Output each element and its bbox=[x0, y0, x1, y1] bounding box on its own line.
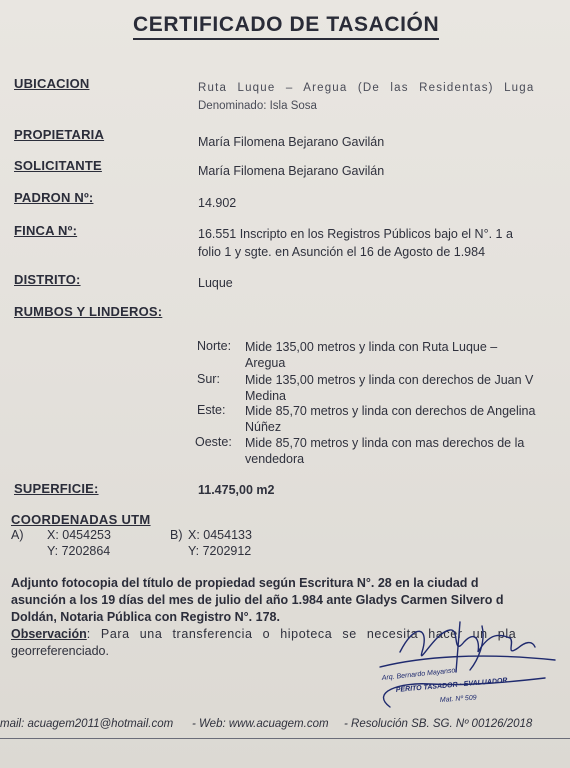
svg-text:Arq. Bernardo Mayansol: Arq. Bernardo Mayansol bbox=[381, 667, 458, 682]
document-title: CERTIFICADO DE TASACIÓN bbox=[133, 12, 439, 40]
ubicacion-value-line2: Denominado: Isla Sosa bbox=[198, 100, 317, 112]
padron-label: PADRON Nº: bbox=[14, 190, 94, 205]
superficie-value: 11.475,00 m2 bbox=[198, 483, 275, 497]
signature-stamp bbox=[360, 612, 570, 722]
observacion-label: Observación bbox=[11, 627, 87, 641]
lindero-oeste-dir: Oeste: bbox=[195, 435, 232, 449]
observacion-text2: georreferenciado. bbox=[11, 644, 109, 658]
footer-resolucion: - Resolución SB. SG. Nº 00126/2018 bbox=[344, 718, 533, 730]
superficie-label: SUPERFICIE: bbox=[14, 481, 99, 496]
distrito-value: Luque bbox=[198, 276, 233, 290]
coordenadas-heading: COORDENADAS UTM bbox=[11, 512, 151, 527]
coord-a-y: Y: 7202864 bbox=[47, 544, 111, 558]
svg-text:PERITO TASADOR · EVALUADOR: PERITO TASADOR · EVALUADOR bbox=[395, 677, 508, 694]
lindero-este-dir: Este: bbox=[197, 403, 226, 417]
solicitante-label: SOLICITANTE bbox=[14, 158, 102, 173]
adjunto-line2: asunción a los 19 días del mes de julio del año 1.984 ante Gladys Carmen Silvero d bbox=[11, 593, 504, 607]
ubicacion-value-line1: Ruta Luque – Aregua (De las Residentas) Luga bbox=[198, 82, 535, 94]
footer-email: mail: acuagem2011@hotmail.com bbox=[0, 718, 174, 730]
solicitante-value: María Filomena Bejarano Gavilán bbox=[198, 164, 385, 178]
coord-a-tag: A) bbox=[11, 528, 24, 542]
propietaria-value: María Filomena Bejarano Gavilán bbox=[198, 135, 385, 149]
coord-a-x: X: 0454253 bbox=[47, 528, 111, 542]
lindero-sur-line2: Medina bbox=[245, 389, 286, 403]
lindero-sur-line1: Mide 135,00 metros y linda con derechos de Juan V bbox=[245, 373, 534, 387]
rumbos-linderos-label: RUMBOS Y LINDEROS: bbox=[14, 304, 163, 319]
footer-web: - Web: www.acuagem.com bbox=[192, 718, 329, 730]
lindero-este-line1: Mide 85,70 metros y linda con derechos de Angelina bbox=[245, 404, 536, 418]
padron-value: 14.902 bbox=[198, 196, 237, 210]
adjunto-line1: Adjunto fotocopia del título de propiedad según Escritura N°. 28 en la ciudad d bbox=[11, 576, 479, 590]
finca-label: FINCA Nº: bbox=[14, 223, 78, 238]
lindero-sur-dir: Sur: bbox=[197, 372, 220, 386]
lindero-oeste-line1: Mide 85,70 metros y linda con mas derechos de la bbox=[245, 436, 525, 450]
svg-text:Mat. Nº 509: Mat. Nº 509 bbox=[439, 694, 477, 704]
lindero-norte-line1: Mide 135,00 metros y linda con Ruta Luque – bbox=[245, 340, 498, 354]
footer-rule bbox=[0, 738, 570, 739]
propietaria-label: PROPIETARIA bbox=[14, 127, 105, 142]
finca-value-line1: 16.551 Inscripto en los Registros Públicos bajo el N°. 1 a bbox=[198, 227, 513, 241]
finca-value-line2: folio 1 y sgte. en Asunción el 16 de Agosto de 1.984 bbox=[198, 245, 486, 259]
coord-b-x: X: 0454133 bbox=[188, 528, 252, 542]
lindero-este-line2: Núñez bbox=[245, 420, 282, 434]
lindero-norte-line2: Aregua bbox=[245, 356, 286, 370]
observacion-text1: : Para una transferencia o hipoteca se necesita hacer un pla bbox=[86, 627, 517, 641]
ubicacion-label: UBICACION bbox=[14, 76, 90, 91]
distrito-label: DISTRITO: bbox=[14, 272, 81, 287]
adjunto-line3: Doldán, Notaria Pública con Registro N°. 178. bbox=[11, 610, 280, 624]
lindero-norte-dir: Norte: bbox=[197, 339, 232, 353]
coord-b-y: Y: 7202912 bbox=[188, 544, 252, 558]
coord-b-tag: B) bbox=[170, 528, 183, 542]
lindero-oeste-line2: vendedora bbox=[245, 452, 305, 466]
